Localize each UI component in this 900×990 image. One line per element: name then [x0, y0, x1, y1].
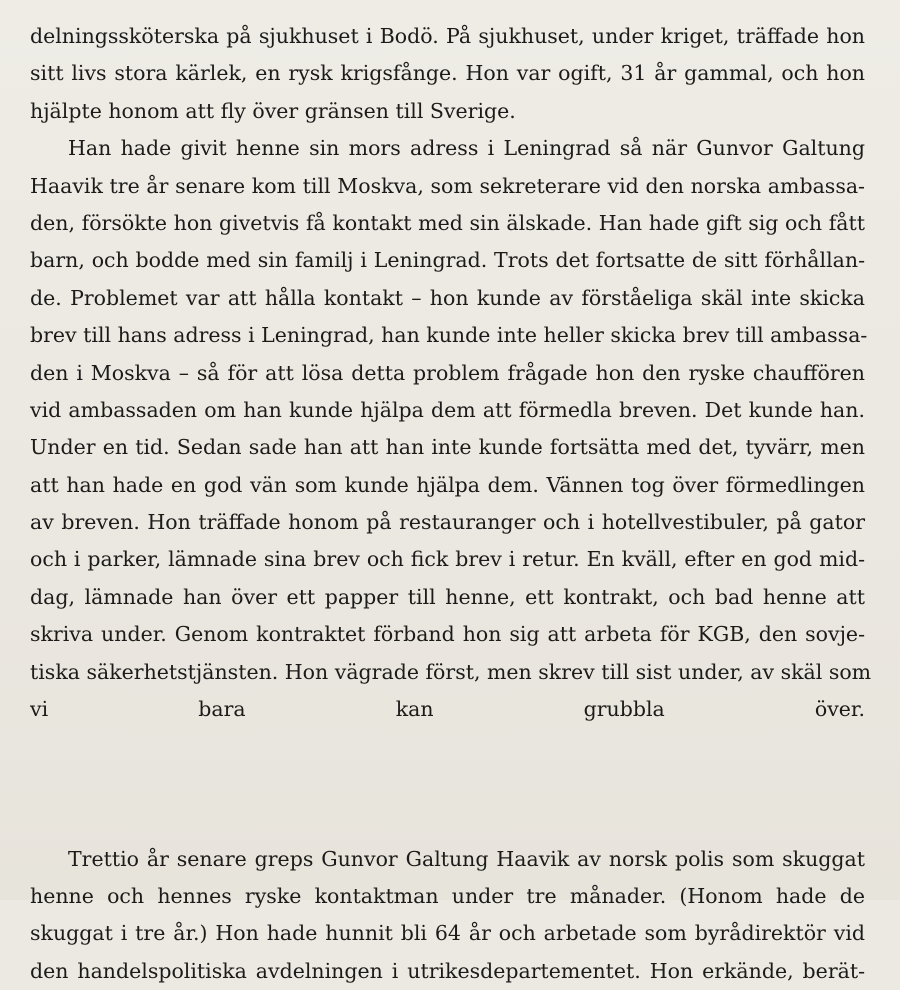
paragraph-1 — [30, 18, 865, 130]
text-line: den handelspolitiska avdelningen i utrikesdepartementet. Hon erkände, berät- — [30, 958, 865, 983]
text-line: vi bara kan grubbla över. — [30, 697, 865, 722]
text-line: dag, lämnade han över ett papper till henne, ett kontrakt, och bad henne att — [30, 584, 865, 609]
text-line: av breven. Hon träffade honom på restauranger och i hotellvestibuler, på gator — [30, 510, 865, 535]
text-line — [30, 803, 865, 840]
text-line: att han hade en god vän som kunde hjälpa dem. Vännen tog över förmedlingen — [30, 472, 865, 497]
text-line: den, försökte hon givetvis få kontakt med sin älskade. Han hade gift sig och fått — [30, 210, 865, 235]
text-line: sitt livs stora kärlek, en rysk krigsfånge. Hon var ogift, 31 år gammal, och hon — [30, 61, 865, 86]
text-line: Haavik tre år senare kom till Moskva, som sekreterare vid den norska ambassa- — [30, 173, 865, 198]
body-text — [30, 18, 872, 990]
text-line: brev till hans adress i Leningrad, han kunde inte heller skicka brev till ambassa- — [30, 323, 868, 348]
text-line: barn, och bodde med sin familj i Leningrad. Trots det fortsatte de sitt förhållan- — [30, 248, 865, 273]
text-line: tiska säkerhetstjänsten. Hon vägrade först, men skrev till sist under, av skäl som — [30, 659, 872, 684]
paragraph-3 — [30, 841, 865, 990]
text-line: den i Moskva – så för att lösa detta problem frågade hon den ryske chauffören — [30, 360, 865, 385]
text-line: vid ambassaden om han kunde hjälpa dem att förmedla breven. Det kunde han. — [30, 397, 865, 422]
text-line — [30, 728, 865, 765]
text-line: Han hade givit henne sin mors adress i Leningrad så när Gunvor Galtung — [68, 136, 865, 161]
text-line: skuggat i tre år.) Hon hade hunnit bli 64 år och arbetade som byrådirektör vid — [30, 921, 865, 946]
text-line: och i parker, lämnade sina brev och fick brev i retur. En kväll, efter en god mid- — [30, 547, 865, 572]
text-line: Under en tid. Sedan sade han att han inte kunde fortsätta med det, tyvärr, men — [30, 435, 865, 460]
paragraph-2 — [30, 130, 872, 840]
text-line: de. Problemet var att hålla kontakt – hon kunde av förståeliga skäl inte skicka — [30, 285, 865, 310]
text-line: skriva under. Genom kontraktet förband hon sig att arbeta för KGB, den sovje- — [30, 622, 865, 647]
text-line: hjälpte honom att fly över gränsen till Sverige. — [30, 98, 516, 123]
text-line: Trettio år senare greps Gunvor Galtung Haavik av norsk polis som skuggat — [68, 846, 865, 871]
text-line: henne och hennes ryske kontaktman under tre månader. (Honom hade de — [30, 883, 865, 908]
text-line — [30, 766, 865, 803]
text-line: delningssköterska på sjukhuset i Bodö. På sjukhuset, under kriget, träffade hon — [30, 24, 865, 48]
